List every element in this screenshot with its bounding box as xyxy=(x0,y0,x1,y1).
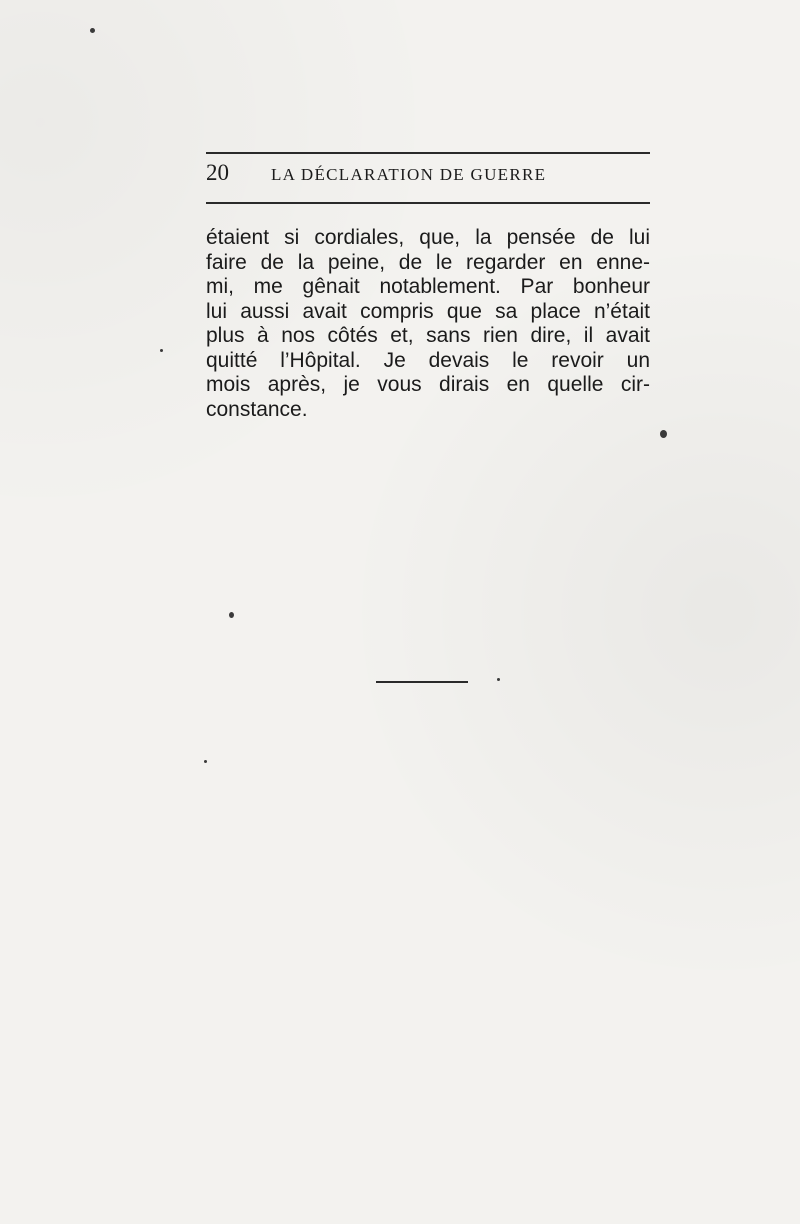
text-line: mi, me gênait notablement. Par bonheur xyxy=(206,275,650,298)
paper-speck xyxy=(497,678,500,681)
text-line: plus à nos côtés et, sans rien dire, il avait xyxy=(206,324,650,347)
page-number: 20 xyxy=(206,160,229,185)
running-head xyxy=(206,160,650,194)
paper-speck xyxy=(204,760,207,763)
paper-speck xyxy=(160,349,163,352)
paper-speck xyxy=(90,28,95,33)
text-line: quitté l’Hôpital. Je devais le revoir un xyxy=(206,348,650,372)
text-line: mois après, je vous dirais en quelle cir- xyxy=(206,373,650,396)
text-line: lui aussi avait compris que sa place n’était xyxy=(206,299,650,323)
header-bottom-rule xyxy=(206,202,650,204)
header-top-rule xyxy=(206,152,650,154)
section-end-rule xyxy=(376,681,468,683)
body-paragraph xyxy=(206,226,656,422)
paper-speck xyxy=(660,430,667,438)
text-line: faire de la peine, de le regarder en enne- xyxy=(206,250,650,274)
paper-speck xyxy=(229,612,234,618)
running-title: LA DÉCLARATION DE GUERRE xyxy=(271,165,547,184)
text-line: constance. xyxy=(206,397,308,421)
text-line: étaient si cordiales, que, la pensée de lui xyxy=(206,226,650,249)
